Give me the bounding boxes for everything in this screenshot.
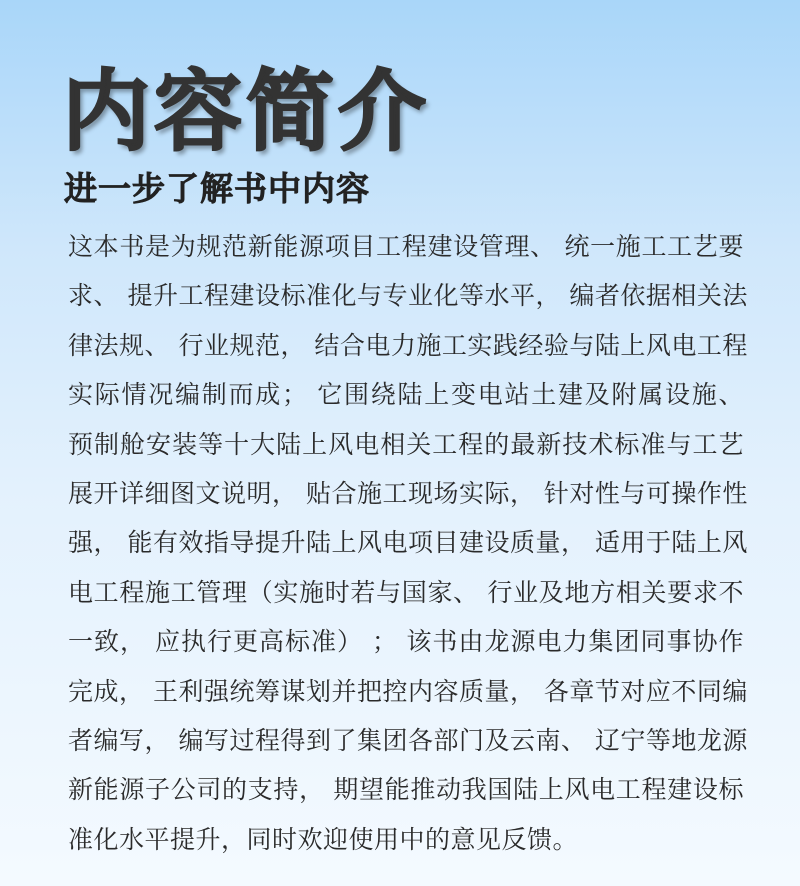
paragraph-line: 新能源子公司的支持， 期望能推动我国陆上风电工程建设标: [68, 775, 744, 805]
paragraph-line: 强， 能有效指导提升陆上风电项目建设质量， 适用于陆上风: [68, 528, 748, 558]
paragraph-line: 实际情况编制而成； 它围绕陆上变电站土建及附属设施、: [68, 380, 744, 410]
paragraph-line: 预制舱安装等十大陆上风电相关工程的最新技术标准与工艺: [68, 429, 744, 459]
page-title: 内容简介: [62, 60, 431, 163]
paragraph-line: 律法规、 行业规范， 结合电力施工实践经验与陆上风电工程: [68, 330, 748, 360]
paragraph-line: 完成， 王利强统筹谋划并把控内容质量， 各章节对应不同编: [68, 676, 748, 706]
intro-paragraph: [68, 222, 748, 864]
paragraph-line: 一致， 应执行更高标准） ； 该书由龙源电力集团同事协作: [68, 627, 744, 657]
paragraph-line: 电工程施工管理（实施时若与国家、 行业及地方相关要求不: [68, 577, 744, 607]
paragraph-line: 准化水平提升，同时欢迎使用中的意见反馈。: [68, 824, 579, 854]
paragraph-line: 求、 提升工程建设标准化与专业化等水平， 编者依据相关法: [68, 281, 748, 311]
paragraph-line: 展开详细图文说明， 贴合施工现场实际， 针对性与可操作性: [68, 479, 748, 509]
paragraph-line: 者编写， 编写过程得到了集团各部门及云南、 辽宁等地龙源: [68, 726, 748, 756]
paragraph-line: 这本书是为规范新能源项目工程建设管理、 统一施工工艺要: [68, 232, 744, 261]
page-subtitle: 进一步了解书中内容: [64, 169, 370, 208]
